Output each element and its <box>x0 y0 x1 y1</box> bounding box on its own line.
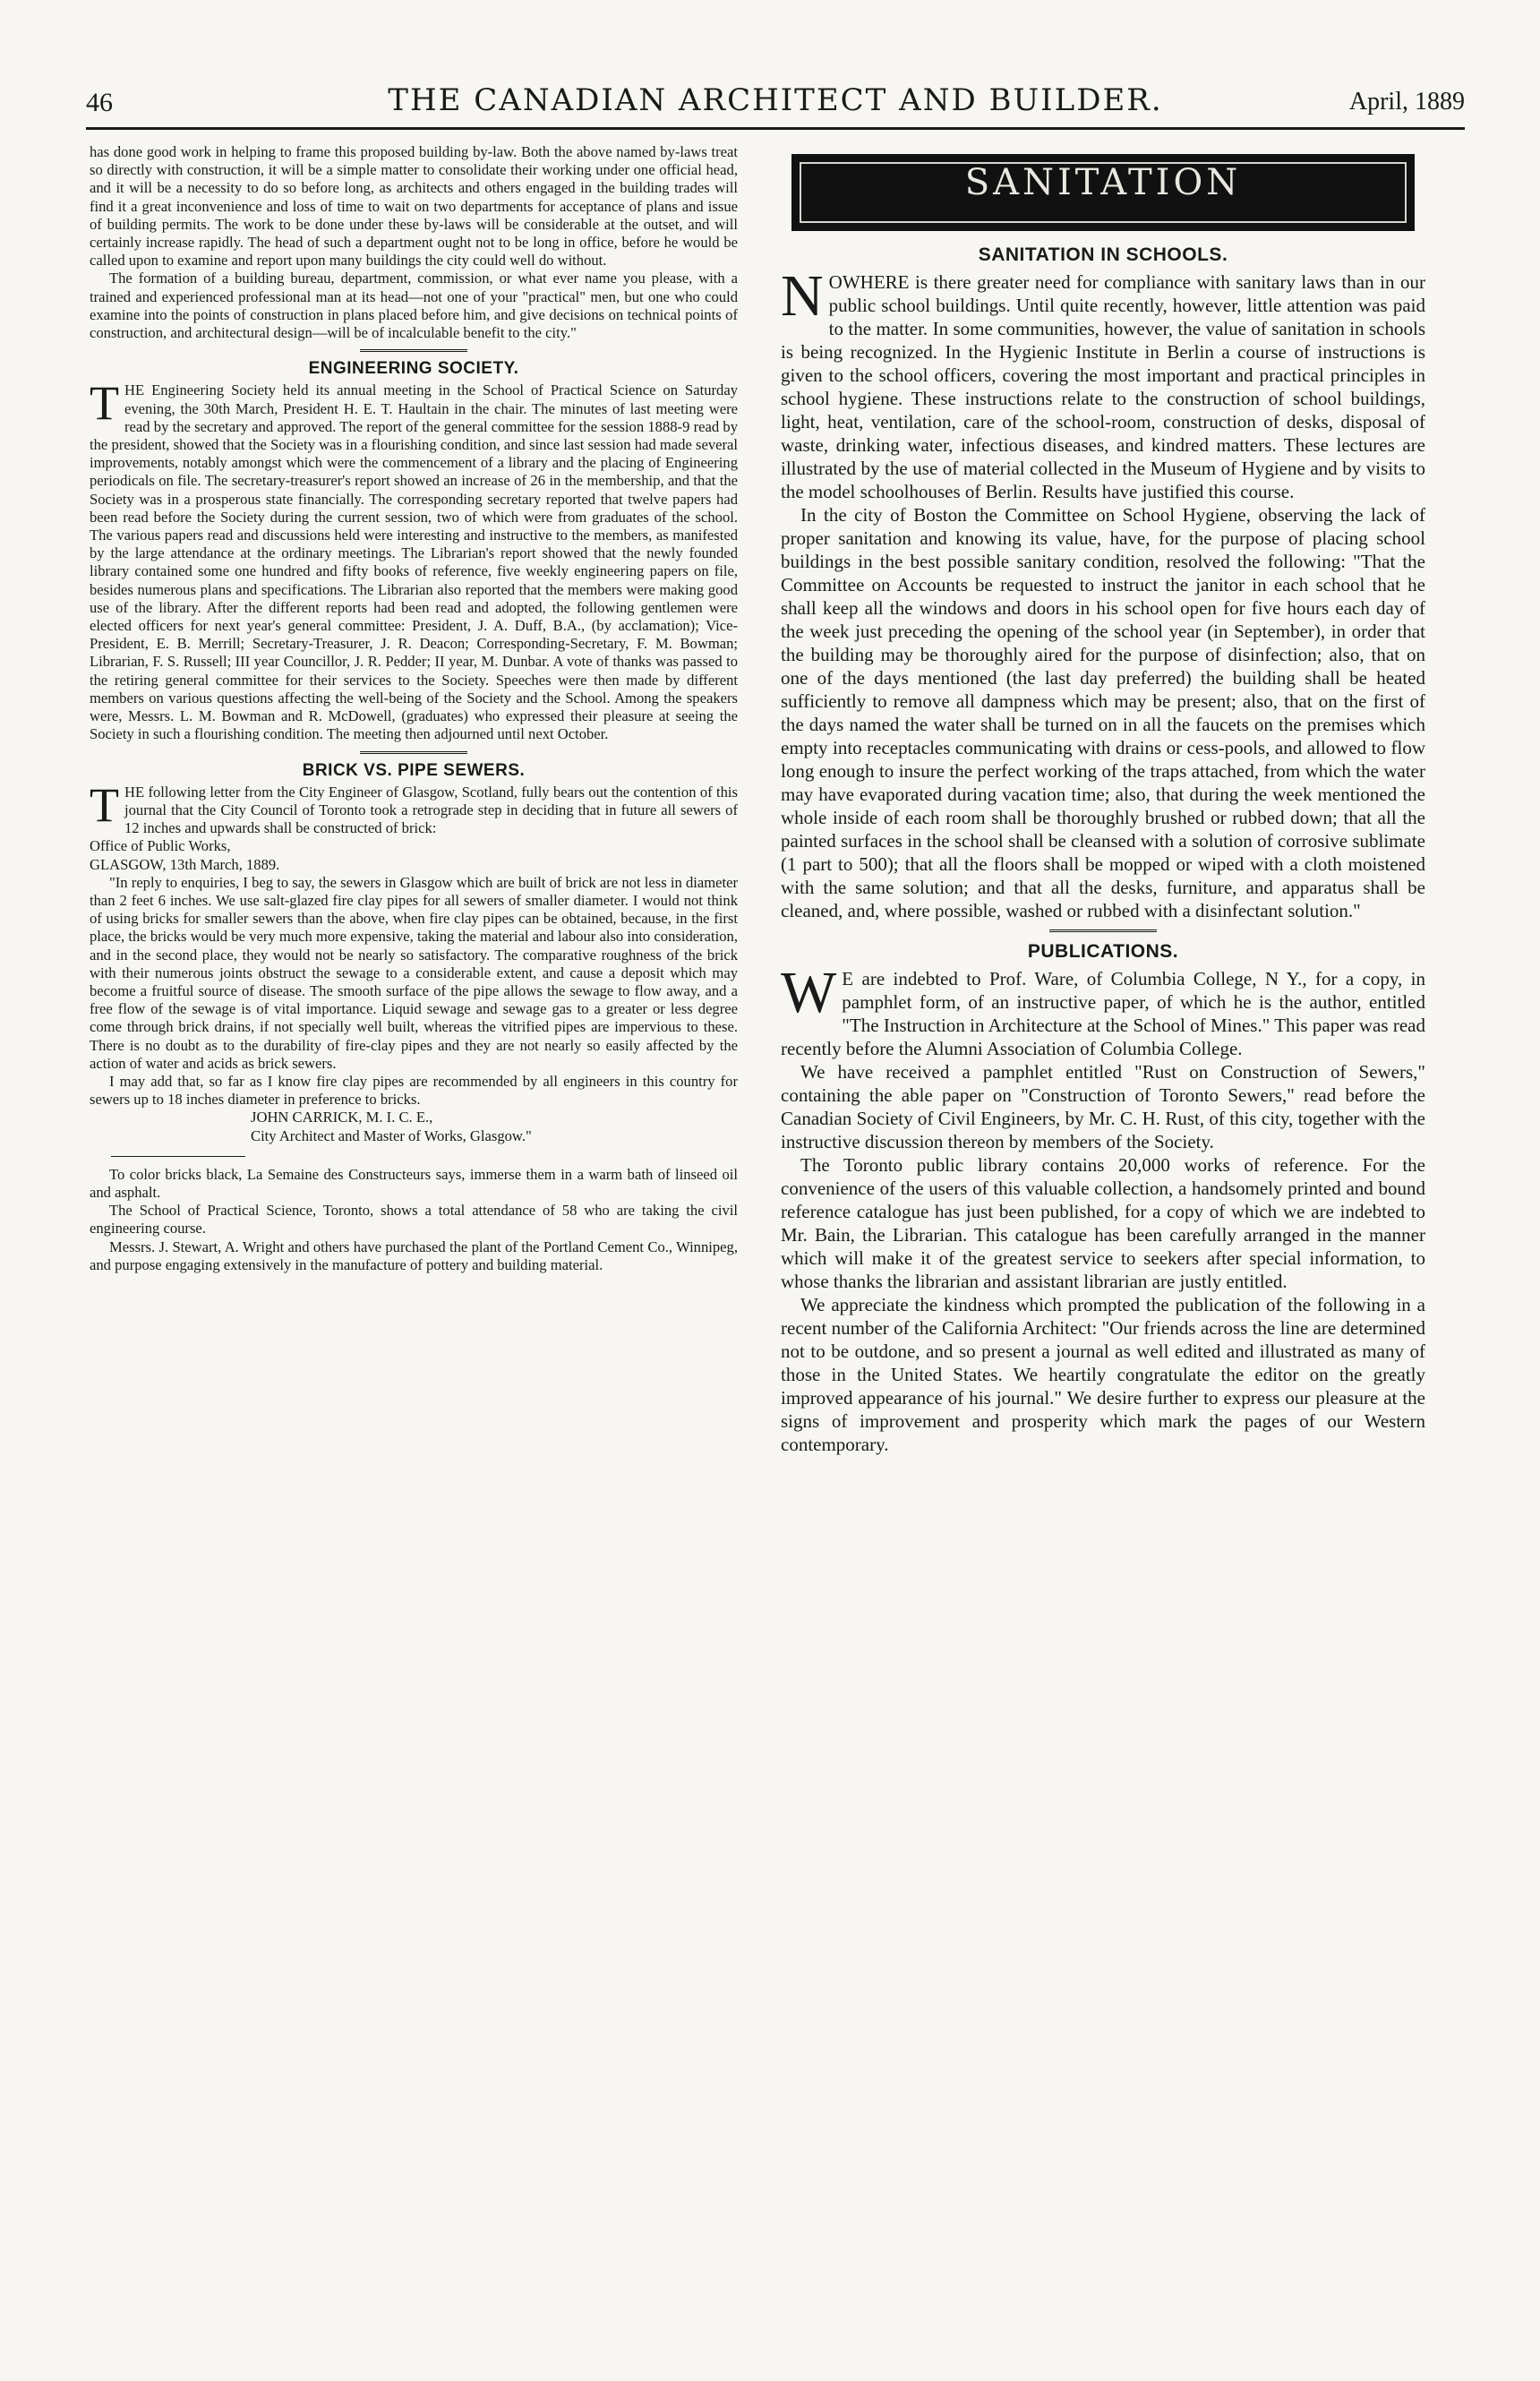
publications-paragraph-3: The Toronto public library contains 20,000 works of reference. For the convenience of the users of this valuable collection, a handsomely printed and bound reference catalogue has just been published, for a copy of which we are indebted to Mr. Bain, the Librarian. This catalogue has been carefully arranged in the manner which will make it of the greatest service to seekers after special information, to whose thanks the librarian and assistant librarian are justly entitled. <box>781 1154 1425 1292</box>
brick-pipe-sewers-heading: BRICK VS. PIPE SEWERS. <box>302 760 526 780</box>
publications-paragraph-1: W E are indebted to Prof. Ware, of Columbia College, N Y., for a copy, in pamphlet form, of an instructive paper, of which he is the author, entitled "The Instruction in Architecture at the School of Mines." This paper was read recently before the Alumni Association of Columbia College. <box>781 960 1425 1059</box>
page-header <box>86 82 1465 124</box>
publications-heading: PUBLICATIONS. <box>1027 941 1179 962</box>
sanitation-paragraph-1: NOWHERE is there greater need for compliance with sanitary laws than in our public school buildings. Until quite recently, however, little attention was paid to the matter. In some communities, however, the value of sanitation in schools is being recognized. In the Hygienic Institute in Berlin a course of instructions is given to the school officers, covering the most important and practical principles in school hygiene. These instructions relate to the construction of school buildings, light, heat, ventilation, care of the school-room, construction of desks, disposal of waste, drinking water, infectious diseases, and kindred matters. These lectures are illustrated by the use of material collected in the Museum of Hygiene and by visits to the model schoolhouses of Berlin. Results have justified this course. <box>781 263 1425 502</box>
section-divider <box>360 751 467 757</box>
note-paragraph: To color bricks black, La Semaine des Constructeurs says, immerse them in a warm bath of linseed oil and asphalt. <box>90 1165 738 1201</box>
note-paragraph: Messrs. J. Stewart, A. Wright and others have purchased the plant of the Portland Cement Co., Winnipeg, and purpose engaging extensively in the manufacture of pottery and building material. <box>90 1238 738 1273</box>
letter-body: "In reply to enquiries, I beg to say, the sewers in Glasgow which are built of brick are not less in diameter than 2 feet 6 inches. We use salt-glazed fire clay pipes for all sewers of smaller diameter. I would not think of using bricks for smaller sewers than the above, when fire clay pipes can be obtained, because, in the first place, the bricks would be very much more expensive, taking the material and labour also into consideration, and in the second place, they would not be nearly so satisfactory. The comparative roughness of the brick with their numerous joints obstruct the sewage to a considerable extent, and cause a deposit which may become a fruitful source of disease. The smooth surface of the pipe allows the sewage to flow away, and a free flow of the sewage is of vital importance. Liquid sewage and sewage gas to a greater or less degree come through brick drains, if not specially well built, whereas the vitrified pipes are impervious to these. There is no doubt as to the durability of fire-clay pipes and they are not nearly so easily affected by the action of water and acids as brick sewers. <box>90 873 738 1072</box>
intro-paragraph-1: has done good work in helping to frame this proposed building by-law. Both the above named by-laws treat so directly with construction, it will be a simple matter to consolidate their working under one official head, and it will be a necessity to do so before long, as architects and others engaged in the building trades will find it a great inconvenience and loss of time to wait on two departments for acceptance of plans and issue of building permits. The work to be done under these by-laws will be considerable at the outset, and will certainly increase rapidly. The head of such a department ought not to be long in office, before he would be called upon to examine and report upon many buildings the city could well do without. <box>90 143 738 270</box>
banner-text: SANITATION <box>964 162 1242 203</box>
letter-place-date: GLASGOW, 13th March, 1889. <box>90 855 280 873</box>
dropcap: T <box>90 777 119 832</box>
publications-paragraph-2: We have received a pamphlet entitled "Rust on Construction of Sewers," containing the able paper on "Construction of Toronto Sewers," read before the Canadian Society of Civil Engineers, by Mr. C. H. Rust, of this city, together with the instructive discussion thereon by members of the Society. <box>781 1061 1425 1152</box>
left-column <box>90 143 738 2274</box>
letter-office: Office of Public Works, <box>90 837 231 855</box>
publications-paragraph-4: We appreciate the kindness which prompted the publication of the following in a recent number of the California Architect: "Our friends across the line are determined not to be outdone, and so present a journal as well edited and illustrated as many of those in the United States. We heartily congratulate the editor on the greatly improved appearance of his journal." We desire further to express our pleasure at the signs of improvement and prosperity which mark the pages of our Western contemporary. <box>781 1294 1425 1455</box>
brick-intro-paragraph <box>90 777 738 838</box>
sanitation-banner <box>791 154 1415 231</box>
letter-signature-title: City Architect and Master of Works, Glasgow." <box>251 1126 532 1144</box>
engineering-society-heading: ENGINEERING SOCIETY. <box>308 359 519 379</box>
dropcap: N <box>781 263 824 329</box>
brick-intro-text: HE following letter from the City Engineer of Glasgow, Scotland, fully bears out the contention of this journal that the City Council of Toronto took a retrograde step in deciding that in future all sewers of 12 inches and upwards shall be constructed of brick: <box>124 783 738 837</box>
issue-date: April, 1889 <box>1348 88 1465 116</box>
header-rule <box>86 127 1465 130</box>
dropcap: W <box>781 960 837 1025</box>
right-column <box>781 143 1425 2274</box>
intro-paragraph-2: The formation of a building bureau, department, commission, or what ever name you please, with a trained and experienced professional man at its head—not one of your "practical" men, but one who could examine into the points of construction in plans placed before him, and give decisions on technical points of construction, and architectural design—will be of incalculable benefit to the city." <box>90 270 738 342</box>
sanitation-paragraph-2: In the city of Boston the Committee on School Hygiene, observing the lack of proper sanitation and knowing its value, have, for the purpose of placing school buildings in the best possible sanitary condition, resolved the following: "That the Committee on Accounts be requested to instruct the janitor in each school that he shall keep all the windows and doors in his school open for five hours each day of the week just preceding the opening of the school year (in September), in order that the building may be thoroughly aired for the purpose of disinfection; also, that on one of the days mentioned (the last day preferred) the building shall be heated sufficiently to remove all dampness which may be present; also, that on the first of the days named the water shall be turned on in all the faucets on the premises which empty into receptacles communicating with drains or cess-pools, and allowed to flow long enough to insure the perfect working of the traps attached, from which the water may have evaporated during vacation time; also, that during the week mentioned the whole inside of each room shall be thoroughly brushed or rubbed down; that all the painted surfaces in the school shall be cleansed with a solution of corrosive sublimate (1 part to 500); that all the floors shall be mopped or wiped with a cloth moistened with the same solution; and that all the desks, furniture, and apparatus shall be cleaned, and, where possible, washed or rubbed with a disinfectant solution." <box>781 504 1425 921</box>
section-divider <box>1049 929 1157 935</box>
note-paragraph: The School of Practical Science, Toronto, shows a total attendance of 58 who are taking the civil engineering course. <box>90 1202 738 1238</box>
note-divider <box>111 1156 245 1157</box>
sanitation-heading: SANITATION IN SCHOOLS. <box>978 244 1228 265</box>
engineering-society-text: HE Engineering Society held its annual meeting in the School of Practical Science on Saturday evening, the 30th March, President H. E. T. Haultain in the chair. The minutes of last meeting were read by the secretary and approved. The report of the general committee for the session 1888-9 read by the president, showed that the Society was in a flourishing condition, and since last session had made several improvements, notably amongst which were the commencement of a library and the placing of Engineering periodicals on file. The secretary-treasurer's report showed an increase of 26 in the membership, and that the Society was in a prosperous state financially. The corresponding secretary reported that twelve papers had been read before the Society during the current session, two of which were from graduates of the school. The various papers read and discussions held were interesting and instructive to the members, as manifested by the large attendance at the ordinary meetings. The Librarian's report showed that the newly founded library contained some one hundred and fifty books of reference, five weekly engineering papers on file, besides numerous plans and specifications. The Librarian also reported that the members were making good use of the library. After the different reports had been read and adopted, the following gentlemen were elected officers for next year's general committee: President, J. A. Duff, B.A., (by acclamation); Vice-President, E. B. Merrill; Secretary-Treasurer, J. R. Deacon; Corresponding-Secretary, F. M. Bowman; Librarian, F. S. Russell; III year Councillor, J. R. Pedder; II year, M. Dunbar. A vote of thanks was passed to the retiring general committee for their services to the Society. Speeches were then made by different members on various questions affecting the well-being of the Society and the School. Among the speakers were, Messrs. L. M. Bowman and R. McDowell, (graduates) who expressed their pleasure at seeing the Society in such a flourishing condition. The meeting then adjourned until next October. <box>90 381 738 743</box>
section-divider <box>360 349 467 355</box>
page-number: 46 <box>86 88 113 117</box>
dropcap: T <box>90 376 119 431</box>
journal-title: THE CANADIAN ARCHITECT AND BUILDER. <box>388 82 1163 118</box>
engineering-society-paragraph <box>90 376 738 743</box>
letter-body-2: I may add that, so far as I know fire clay pipes are recommended by all engineers in this country for sewers up to 18 inches diameter in preference to bricks. <box>90 1072 738 1109</box>
letter-signature: JOHN CARRICK, M. I. C. E., <box>251 1109 433 1126</box>
